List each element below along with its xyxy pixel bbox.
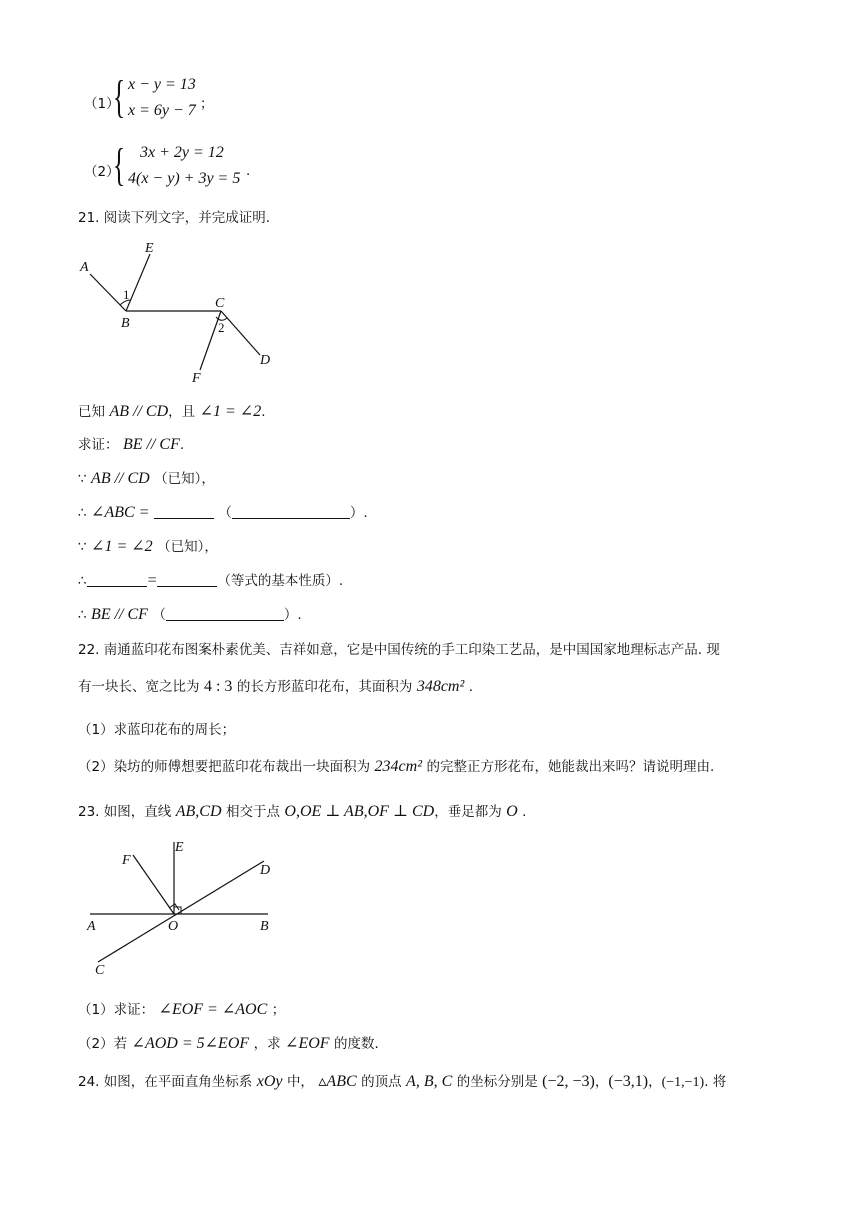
label-f: F bbox=[192, 371, 201, 386]
part-1-equation-1: x − y = 13 bbox=[128, 76, 196, 93]
label-d: D bbox=[260, 353, 271, 368]
coord-c: (−1,−1) bbox=[661, 1075, 705, 1090]
label-e: E bbox=[175, 840, 184, 855]
label-c: C bbox=[95, 963, 105, 978]
label-angle-2: 2 bbox=[218, 320, 225, 335]
label-f: F bbox=[122, 853, 131, 868]
problem-24-line-1: 24. 如图，在平面直角坐标系 xOy 中， ▵ABC 的顶点 A, B, C 的坐标分别是 (−2, −3)，(−3,1)，(−1,−1). 将 bbox=[78, 1073, 727, 1090]
label-a: A bbox=[87, 919, 96, 934]
proof-step-5: ∴ BE // CF （ ）. bbox=[78, 606, 302, 623]
label-d: D bbox=[260, 863, 271, 878]
problem-22-line-1: 22. 南通蓝印花布图案朴素优美、吉祥如意，它是中国传统的手工印染工艺品，是中国国家地理标志产品. 现 bbox=[78, 642, 720, 658]
proof-step-2: ∴ ∠ABC = （ ）. bbox=[78, 504, 368, 521]
line-be bbox=[126, 254, 150, 311]
part-2-equation-1: 3x + 2y = 12 bbox=[140, 144, 224, 161]
problem-23-question-1: （1）求证： ∠EOF = ∠AOC ； bbox=[78, 1001, 286, 1018]
prove-statement: BE // CF bbox=[122, 436, 180, 453]
label-o: O bbox=[168, 919, 179, 934]
proof-step-3: ∵ ∠1 = ∠2 （已知）， bbox=[78, 538, 218, 555]
proof-step-1: ∵ AB // CD （已知）， bbox=[78, 470, 215, 487]
blank-right[interactable] bbox=[157, 572, 217, 587]
line-cd bbox=[221, 311, 260, 355]
problem-23-question-2: （2）若 ∠AOD = 5∠EOF ，求 ∠EOF 的度数. bbox=[78, 1035, 379, 1052]
area-value: 348cm² bbox=[416, 678, 465, 695]
blank-left[interactable] bbox=[87, 572, 147, 587]
part-1-label: （1） bbox=[84, 96, 120, 112]
proof-step-4: ∴ = （等式的基本性质）. bbox=[78, 572, 344, 589]
label-b: B bbox=[260, 919, 269, 934]
label-c: C bbox=[215, 296, 225, 311]
problem-22-line-2: 有一块长、宽之比为 4 : 3 的长方形蓝印花布，其面积为 348cm² . bbox=[78, 678, 474, 695]
label-b: B bbox=[121, 316, 130, 331]
label-angle-1: 1 bbox=[123, 287, 130, 302]
problem-23-title: 23. 如图，直线 AB,CD 相交于点 O,OE ⊥ AB,OF ⊥ CD，垂足都为 O . bbox=[78, 803, 527, 820]
coord-b: (−3,1) bbox=[608, 1073, 649, 1090]
part-2-label: （2） bbox=[84, 164, 120, 180]
line-ab bbox=[90, 274, 126, 311]
prove-line: 求证： BE // CF. bbox=[78, 436, 185, 453]
ratio: 4 : 3 bbox=[203, 678, 233, 695]
blank-reason-2[interactable] bbox=[166, 606, 284, 621]
given-parallel: AB // CD bbox=[109, 403, 169, 420]
blank-angle[interactable] bbox=[154, 504, 214, 519]
blank-reason-1[interactable] bbox=[232, 504, 350, 519]
label-a: A bbox=[80, 260, 89, 275]
problem-21-title: 21. 阅读下列文字，并完成证明. bbox=[78, 210, 271, 226]
problem-22-question-1: （1）求蓝印花布的周长； bbox=[78, 722, 236, 738]
system-brace-1: { bbox=[113, 71, 126, 122]
coord-a: (−2, −3) bbox=[542, 1073, 595, 1090]
part-1-equation-2: x = 6y − 7 bbox=[128, 102, 196, 119]
square-area-value: 234cm² bbox=[374, 758, 422, 775]
part-2-end: . bbox=[246, 163, 251, 179]
ray-of bbox=[133, 855, 174, 914]
system-brace-2: { bbox=[113, 139, 126, 190]
problem-21-figure bbox=[70, 236, 290, 386]
part-2-equation-2: 4(x − y) + 3y = 5 bbox=[128, 170, 241, 187]
label-e: E bbox=[145, 241, 154, 256]
problem-23-figure bbox=[80, 834, 290, 984]
part-1-end: ； bbox=[200, 96, 214, 112]
given-angles: ∠1 = ∠2 bbox=[199, 403, 262, 420]
given-line: 已知 AB // CD，且 ∠1 = ∠2. bbox=[78, 403, 266, 420]
problem-22-question-2: （2）染坊的师傅想要把蓝印花布裁出一块面积为 234cm² 的完整正方形花布，她能裁出来吗？请说明理由. bbox=[78, 758, 715, 775]
